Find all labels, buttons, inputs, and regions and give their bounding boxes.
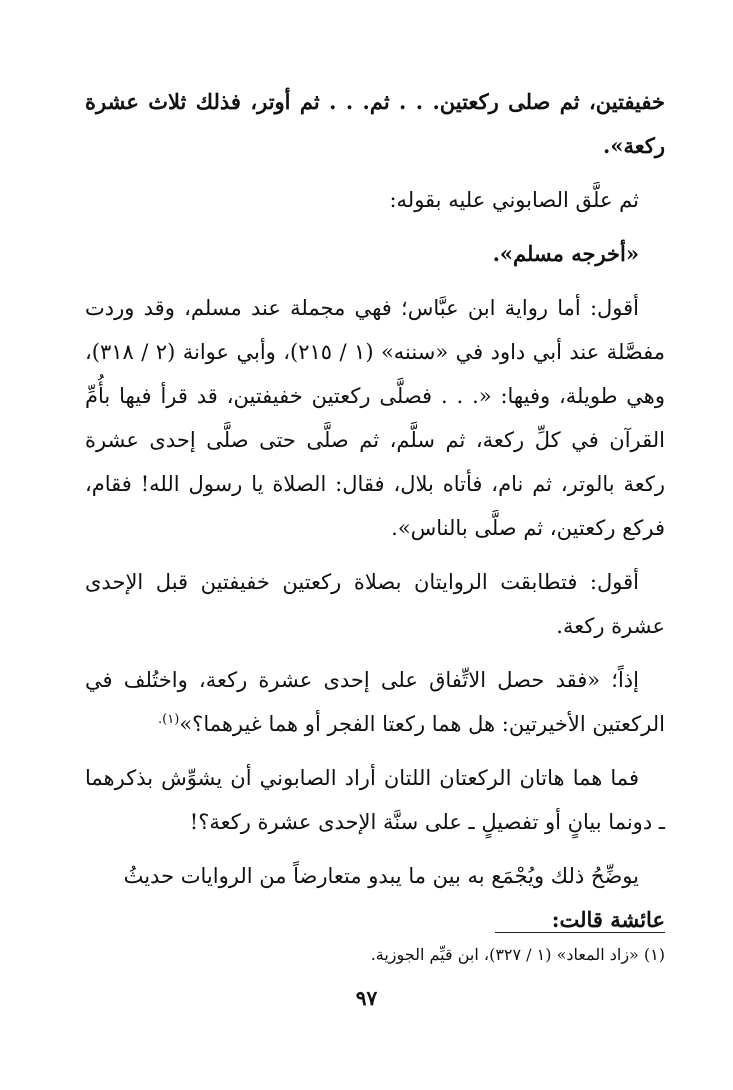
paragraph-2-text: ثم علَّق الصابوني عليه بقوله: [389,188,639,212]
paragraph-1-text: خفيفتين، ثم صلى ركعتين. . . ثم. . . ثم أوتر، فذلك ثلاث عشرة ركعة». [85,89,665,158]
paragraph-1 [85,80,665,168]
footnote-divider [495,932,665,933]
paragraph-4 [85,286,665,550]
page-number: ٩٧ [355,986,378,1010]
paragraph-4-text: أقول: أما رواية ابن عبَّاس؛ فهي مجملة عند مسلم، وقد وردت مفصَّلة عند أبي داود في «سننه» (١ / ٢١٥)، وأبي عوانة (٢ / ٣١٨)، وهي طويلة، وفيها: «. . . فصلَّى ركعتين خفيفتين، قد قرأ فيها بأُمِّ القرآن في كلِّ ركعة، ثم سلَّم، ثم صلَّى حتى صلَّى إحدى عشرة ركعة بالوتر، ثم نام، فأتاه بلال، فقال: الصلاة يا رسول الله! فقام، فركع ركعتين، ثم صلَّى بالناس». [85,296,665,540]
paragraph-3-text: «أخرجه مسلم». [492,241,639,266]
paragraph-8-text: يوضِّحُ ذلك ويُجْمَع به بين ما يبدو متعارضاً من الروايات حديثُ [123,864,639,888]
paragraph-8 [85,854,665,898]
footnote: (١) «زاد المعاد» (١ / ٣٢٧)، ابن قيِّم الجوزية. [370,945,665,964]
paragraph-5-text: أقول: فتطابقت الروايتان بصلاة ركعتين خفيفتين قبل الإحدى عشرة ركعة. [85,570,665,638]
paragraph-6 [85,658,665,746]
paragraph-7 [85,756,665,844]
paragraph-2 [85,178,665,222]
paragraph-7-text: فما هما هاتان الركعتان اللتان أراد الصابوني أن يشوِّش بذكرهما ـ دونما بيانٍ أو تفصيلٍ ـ على سنَّة الإحدى عشرة ركعة؟! [85,766,665,834]
paragraph-9-text: عائشة قالت: [551,907,665,932]
paragraph-5 [85,560,665,648]
footnote-reference-mark: (١). [158,712,180,727]
paragraph-9 [85,898,665,942]
paragraph-6-text: إذاً؛ «فقد حصل الاتِّفاق على إحدى عشرة ركعة، واختُلف في الركعتين الأخيرتين: هل هما ركعتا الفجر أو هما غيرهما؟» [85,668,665,736]
paragraph-3 [85,232,665,276]
page-body [85,80,665,1090]
